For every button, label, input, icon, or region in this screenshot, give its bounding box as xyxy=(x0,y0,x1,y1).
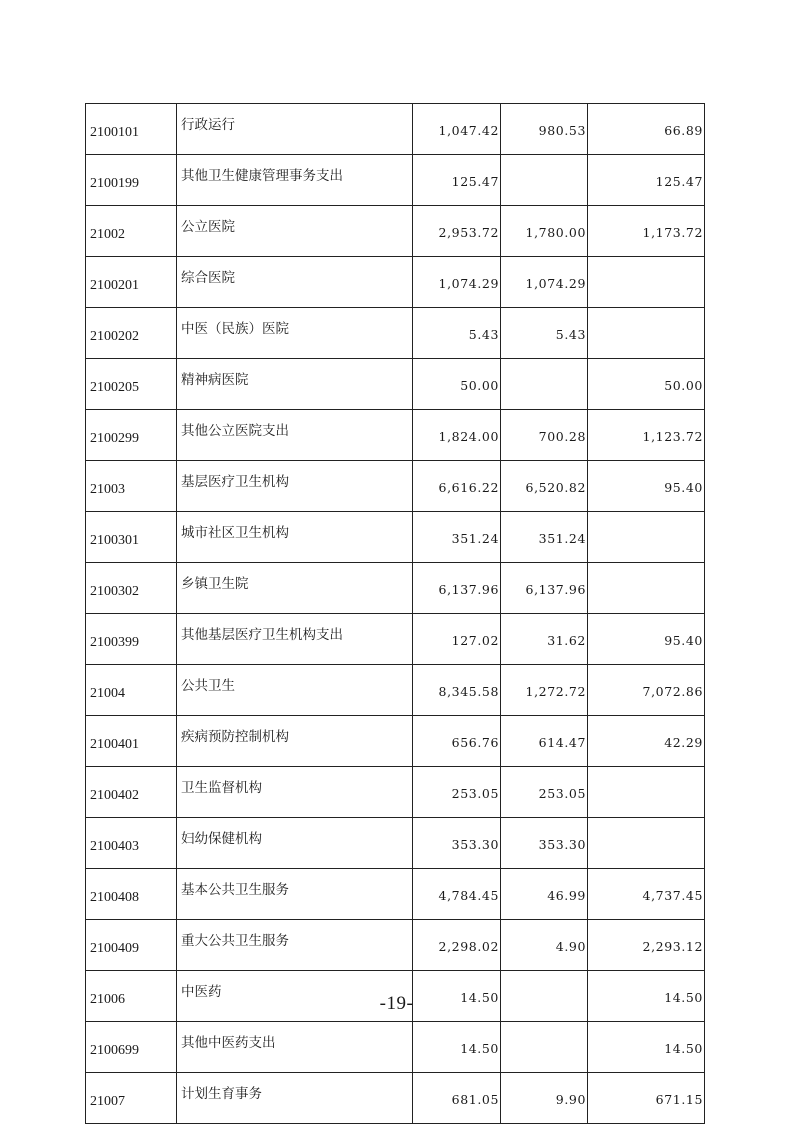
total-amount-cell: 5.43 xyxy=(413,308,501,359)
project-expenditure-cell xyxy=(588,308,705,359)
total-amount-cell: 125.47 xyxy=(413,155,501,206)
subject-code-cell: 2100399 xyxy=(86,614,177,665)
subject-name-cell: 基本公共卫生服务 xyxy=(177,869,413,920)
subject-code-cell: 21004 xyxy=(86,665,177,716)
project-expenditure-cell: 95.40 xyxy=(588,614,705,665)
total-amount-cell: 14.50 xyxy=(413,971,501,1022)
project-expenditure-cell: 14.50 xyxy=(588,1022,705,1073)
total-amount-cell: 2,953.72 xyxy=(413,206,501,257)
subject-name-cell: 中医（民族）医院 xyxy=(177,308,413,359)
table-row xyxy=(86,665,705,716)
subject-name-cell: 其他基层医疗卫生机构支出 xyxy=(177,614,413,665)
subject-code-cell: 2100403 xyxy=(86,818,177,869)
basic-expenditure-cell: 1,780.00 xyxy=(501,206,588,257)
subject-name-cell: 乡镇卫生院 xyxy=(177,563,413,614)
project-expenditure-cell: 14.50 xyxy=(588,971,705,1022)
total-amount-cell: 681.05 xyxy=(413,1073,501,1124)
total-amount-cell: 253.05 xyxy=(413,767,501,818)
subject-name-cell: 行政运行 xyxy=(177,104,413,155)
project-expenditure-cell: 1,123.72 xyxy=(588,410,705,461)
basic-expenditure-cell: 1,074.29 xyxy=(501,257,588,308)
table-row xyxy=(86,104,705,155)
subject-name-cell: 精神病医院 xyxy=(177,359,413,410)
table-row xyxy=(86,257,705,308)
page-number: -19- xyxy=(379,993,414,1014)
subject-name-cell: 基层医疗卫生机构 xyxy=(177,461,413,512)
project-expenditure-cell: 1,173.72 xyxy=(588,206,705,257)
table-row xyxy=(86,920,705,971)
subject-name-cell: 城市社区卫生机构 xyxy=(177,512,413,563)
subject-code-cell: 2100302 xyxy=(86,563,177,614)
subject-name-cell: 中医药 xyxy=(177,971,413,1022)
basic-expenditure-cell xyxy=(501,359,588,410)
table-row xyxy=(86,767,705,818)
subject-name-cell: 卫生监督机构 xyxy=(177,767,413,818)
subject-code-cell: 21007 xyxy=(86,1073,177,1124)
project-expenditure-cell: 7,072.86 xyxy=(588,665,705,716)
subject-name-cell: 妇幼保健机构 xyxy=(177,818,413,869)
basic-expenditure-cell xyxy=(501,155,588,206)
total-amount-cell: 127.02 xyxy=(413,614,501,665)
basic-expenditure-cell: 6,137.96 xyxy=(501,563,588,614)
basic-expenditure-cell xyxy=(501,1022,588,1073)
total-amount-cell: 6,137.96 xyxy=(413,563,501,614)
project-expenditure-cell: 66.89 xyxy=(588,104,705,155)
total-amount-cell: 656.76 xyxy=(413,716,501,767)
total-amount-cell: 50.00 xyxy=(413,359,501,410)
subject-name-cell: 计划生育事务 xyxy=(177,1073,413,1124)
subject-code-cell: 2100101 xyxy=(86,104,177,155)
table-row xyxy=(86,818,705,869)
total-amount-cell: 8,345.58 xyxy=(413,665,501,716)
project-expenditure-cell: 671.15 xyxy=(588,1073,705,1124)
project-expenditure-cell: 2,293.12 xyxy=(588,920,705,971)
table-row xyxy=(86,716,705,767)
subject-code-cell: 2100401 xyxy=(86,716,177,767)
subject-code-cell: 21002 xyxy=(86,206,177,257)
project-expenditure-cell xyxy=(588,563,705,614)
table-row xyxy=(86,308,705,359)
table-row xyxy=(86,206,705,257)
subject-code-cell: 2100408 xyxy=(86,869,177,920)
basic-expenditure-cell: 4.90 xyxy=(501,920,588,971)
table-row xyxy=(86,563,705,614)
total-amount-cell: 2,298.02 xyxy=(413,920,501,971)
subject-name-cell: 其他公立医院支出 xyxy=(177,410,413,461)
subject-code-cell: 2100301 xyxy=(86,512,177,563)
basic-expenditure-cell: 9.90 xyxy=(501,1073,588,1124)
total-amount-cell: 353.30 xyxy=(413,818,501,869)
subject-code-cell: 2100409 xyxy=(86,920,177,971)
expenditure-table xyxy=(85,103,705,1124)
subject-name-cell: 疾病预防控制机构 xyxy=(177,716,413,767)
table-row xyxy=(86,410,705,461)
subject-code-cell: 2100202 xyxy=(86,308,177,359)
subject-name-cell: 其他卫生健康管理事务支出 xyxy=(177,155,413,206)
subject-code-cell: 21006 xyxy=(86,971,177,1022)
basic-expenditure-cell: 253.05 xyxy=(501,767,588,818)
project-expenditure-cell xyxy=(588,818,705,869)
basic-expenditure-cell: 614.47 xyxy=(501,716,588,767)
total-amount-cell: 6,616.22 xyxy=(413,461,501,512)
total-amount-cell: 1,824.00 xyxy=(413,410,501,461)
basic-expenditure-cell: 353.30 xyxy=(501,818,588,869)
subject-code-cell: 2100699 xyxy=(86,1022,177,1073)
table-row xyxy=(86,869,705,920)
table-row xyxy=(86,614,705,665)
basic-expenditure-cell: 31.62 xyxy=(501,614,588,665)
subject-code-cell: 2100299 xyxy=(86,410,177,461)
subject-name-cell: 重大公共卫生服务 xyxy=(177,920,413,971)
table-row xyxy=(86,1073,705,1124)
basic-expenditure-cell: 980.53 xyxy=(501,104,588,155)
subject-code-cell: 21003 xyxy=(86,461,177,512)
basic-expenditure-cell: 351.24 xyxy=(501,512,588,563)
project-expenditure-cell xyxy=(588,257,705,308)
subject-code-cell: 2100199 xyxy=(86,155,177,206)
subject-name-cell: 公共卫生 xyxy=(177,665,413,716)
subject-code-cell: 2100205 xyxy=(86,359,177,410)
total-amount-cell: 351.24 xyxy=(413,512,501,563)
project-expenditure-cell: 125.47 xyxy=(588,155,705,206)
project-expenditure-cell: 95.40 xyxy=(588,461,705,512)
subject-code-cell: 2100402 xyxy=(86,767,177,818)
basic-expenditure-cell: 5.43 xyxy=(501,308,588,359)
table-row xyxy=(86,512,705,563)
project-expenditure-cell: 4,737.45 xyxy=(588,869,705,920)
basic-expenditure-cell: 46.99 xyxy=(501,869,588,920)
project-expenditure-cell: 50.00 xyxy=(588,359,705,410)
subject-name-cell: 公立医院 xyxy=(177,206,413,257)
table-row xyxy=(86,359,705,410)
total-amount-cell: 1,074.29 xyxy=(413,257,501,308)
subject-code-cell: 2100201 xyxy=(86,257,177,308)
basic-expenditure-cell: 6,520.82 xyxy=(501,461,588,512)
subject-name-cell: 其他中医药支出 xyxy=(177,1022,413,1073)
total-amount-cell: 14.50 xyxy=(413,1022,501,1073)
project-expenditure-cell xyxy=(588,767,705,818)
total-amount-cell: 1,047.42 xyxy=(413,104,501,155)
total-amount-cell: 4,784.45 xyxy=(413,869,501,920)
table-row xyxy=(86,1022,705,1073)
subject-name-cell: 综合医院 xyxy=(177,257,413,308)
table-row xyxy=(86,461,705,512)
table-body xyxy=(86,104,705,1124)
project-expenditure-cell: 42.29 xyxy=(588,716,705,767)
project-expenditure-cell xyxy=(588,512,705,563)
basic-expenditure-cell: 1,272.72 xyxy=(501,665,588,716)
basic-expenditure-cell: 700.28 xyxy=(501,410,588,461)
table-row xyxy=(86,155,705,206)
